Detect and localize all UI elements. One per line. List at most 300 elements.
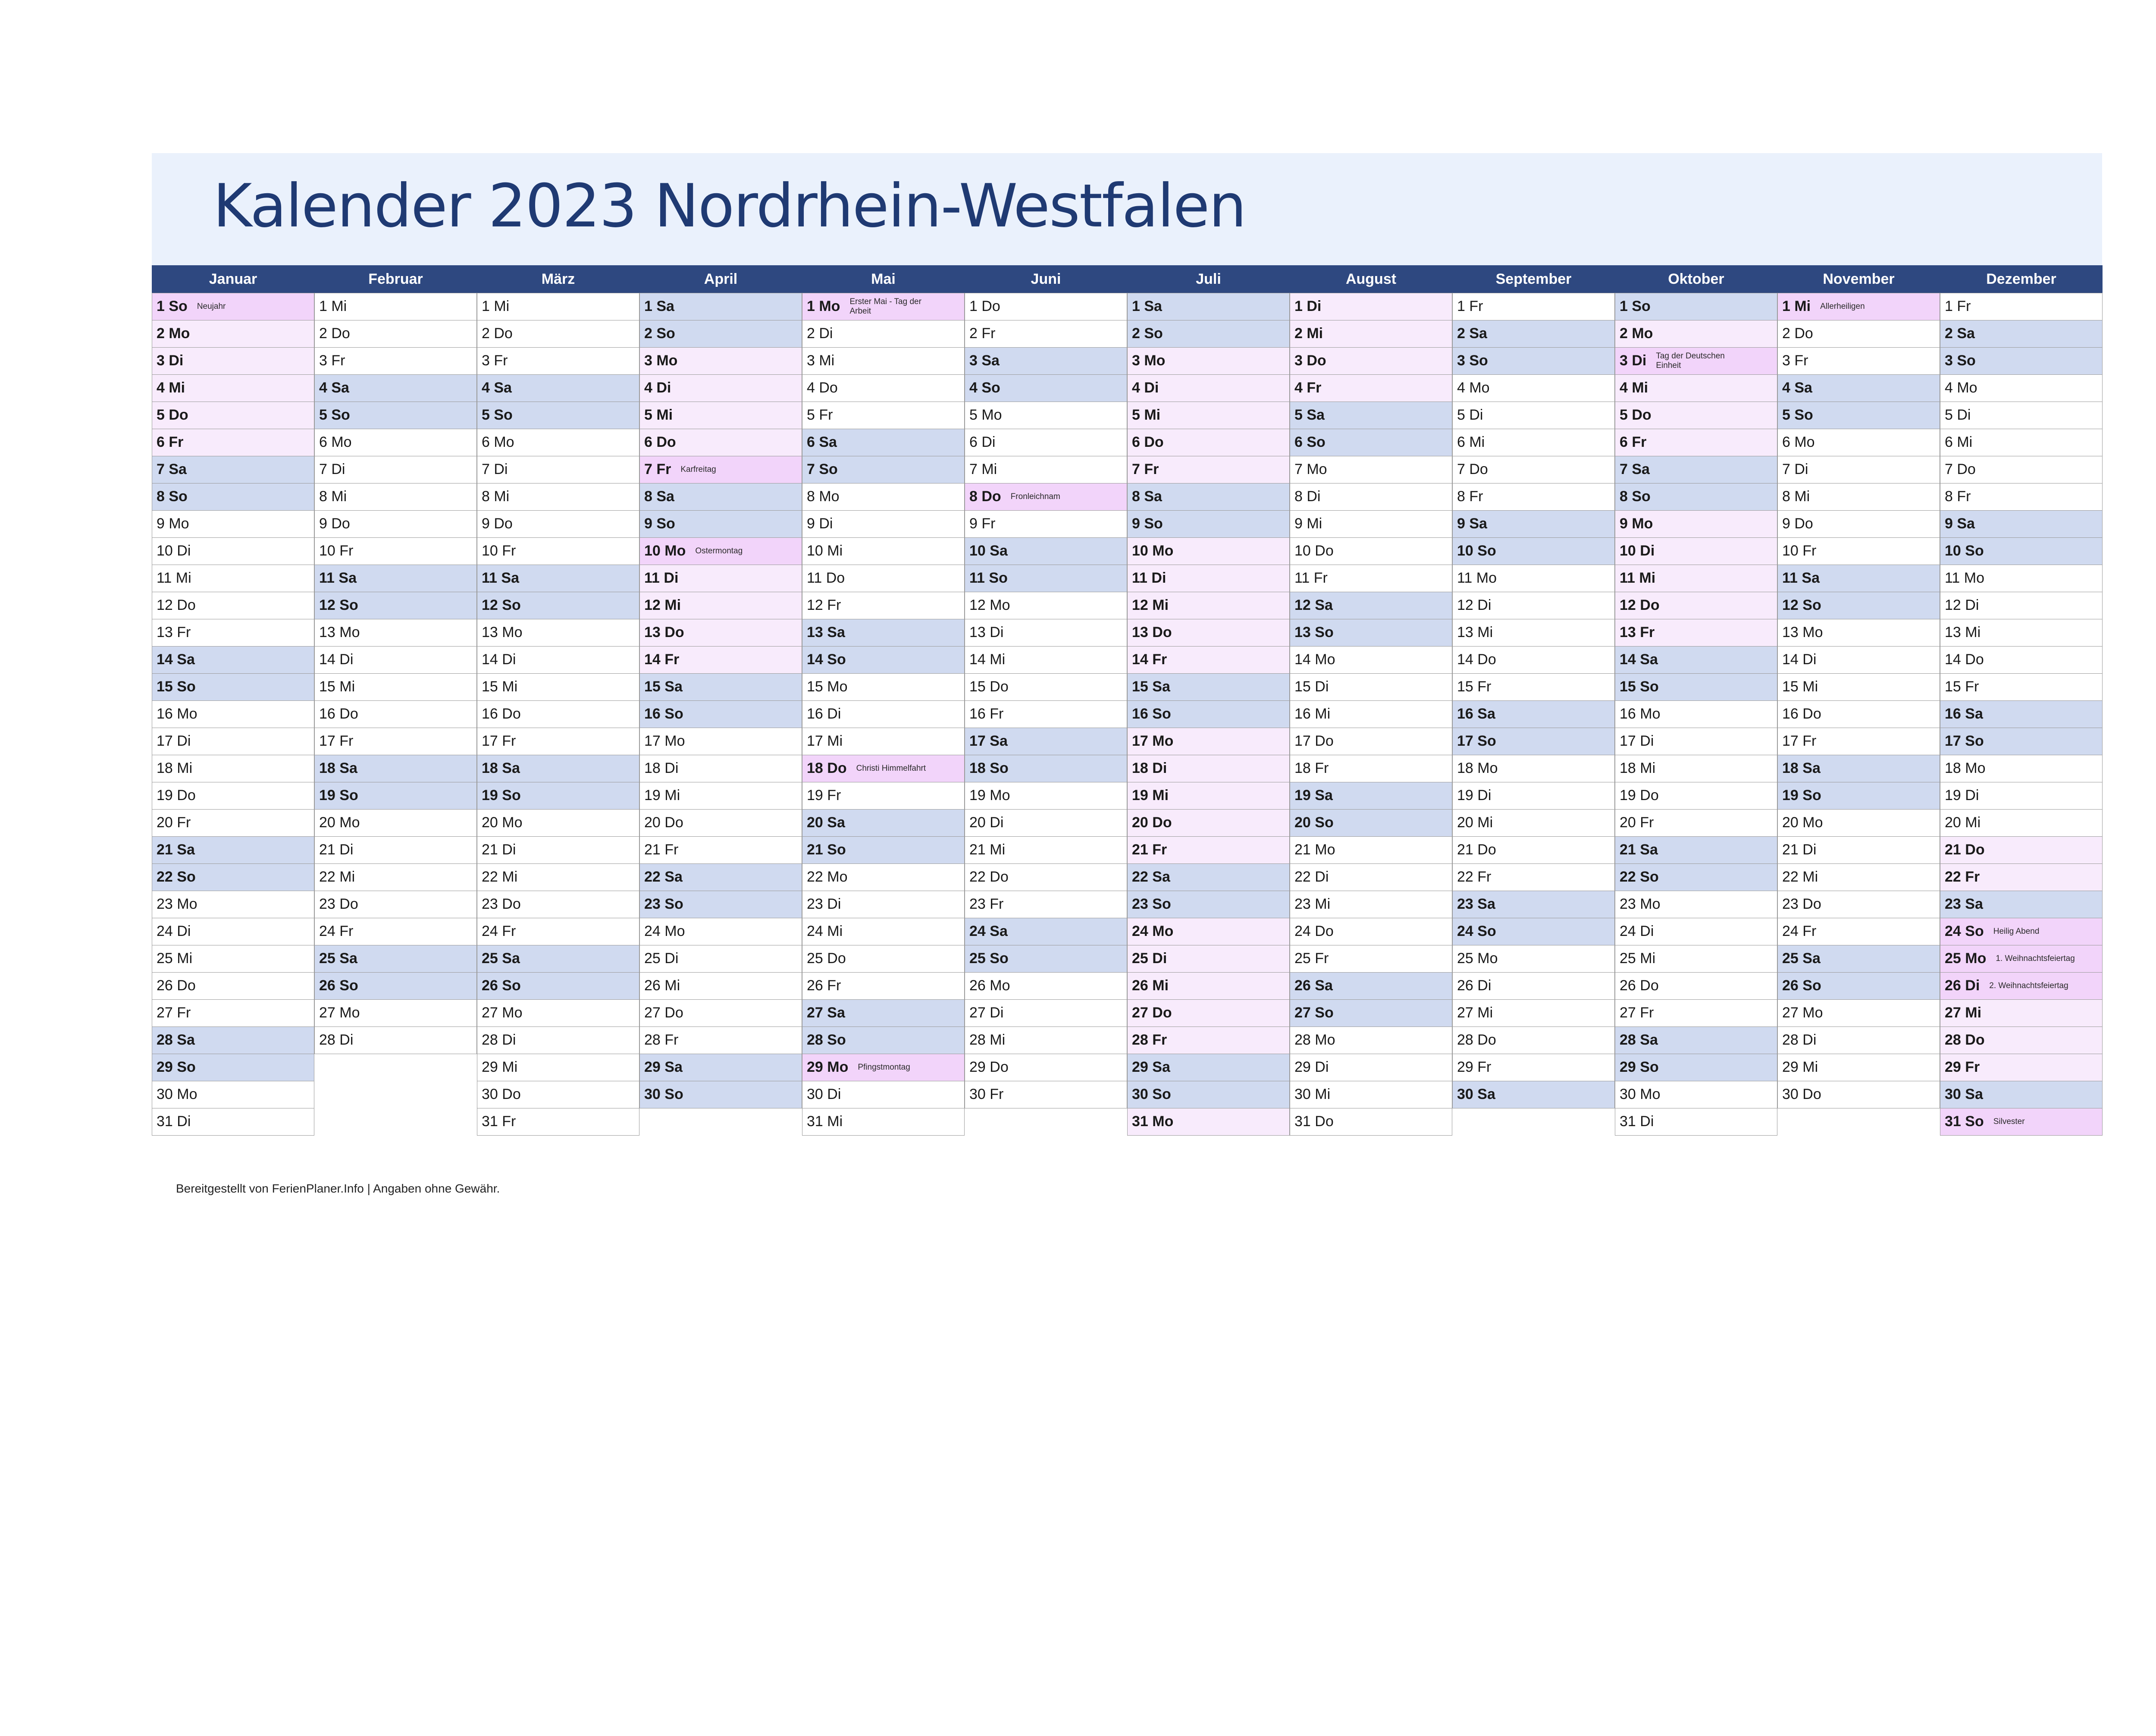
day-cell — [1615, 537, 1777, 565]
day-label: 30 Sa — [1945, 1086, 1983, 1103]
month-header: Februar — [314, 265, 477, 293]
day-label: 7 Di — [482, 461, 508, 478]
day-label: 6 Fr — [1620, 434, 1647, 451]
day-label: 31 Di — [157, 1113, 191, 1130]
day-label: 3 Mo — [644, 352, 678, 369]
day-cell — [1127, 619, 1290, 647]
day-cell — [1615, 592, 1777, 620]
month-header: Juli — [1127, 265, 1290, 293]
day-cell — [314, 728, 477, 756]
day-label: 19 Mi — [1132, 787, 1169, 804]
day-cell — [1615, 945, 1777, 973]
day-cell — [1940, 347, 2103, 375]
holiday-label: Neujahr — [197, 301, 226, 311]
day-label: 23 Sa — [1945, 896, 1983, 913]
day-label: 13 So — [1294, 624, 1334, 641]
month-column — [1940, 265, 2103, 1136]
day-label: 2 Di — [807, 325, 833, 342]
day-cell — [1290, 755, 1452, 783]
day-label: 28 Di — [1782, 1032, 1817, 1049]
day-cell — [477, 483, 639, 511]
day-label: 9 Mo — [1620, 515, 1653, 532]
day-label: 6 Mo — [319, 434, 352, 451]
day-label: 26 Do — [1620, 977, 1659, 994]
day-cell — [1290, 918, 1452, 946]
day-cell — [1615, 836, 1777, 864]
day-label: 27 Di — [969, 1005, 1004, 1021]
day-label: 19 Do — [157, 787, 196, 804]
day-cell — [1777, 809, 1940, 837]
day-cell — [1777, 510, 1940, 538]
day-cell — [477, 918, 639, 946]
day-label: 4 So — [969, 380, 1000, 396]
day-label: 11 Mo — [1457, 570, 1497, 587]
day-cell — [1940, 673, 2103, 701]
day-cell — [1940, 619, 2103, 647]
day-cell — [1290, 402, 1452, 430]
holiday-label: 1. Weihnachtsfeiertag — [1996, 954, 2075, 963]
day-label: 5 So — [319, 407, 350, 424]
day-cell — [477, 945, 639, 973]
day-label: 4 Sa — [1782, 380, 1812, 396]
day-label: 25 Mi — [157, 950, 193, 967]
day-label: 18 So — [969, 760, 1009, 777]
day-cell — [152, 891, 314, 919]
day-label: 4 Fr — [1294, 380, 1322, 396]
day-cell — [477, 347, 639, 375]
month-header: November — [1777, 265, 1940, 293]
month-header: April — [639, 265, 802, 293]
day-cell — [1290, 700, 1452, 728]
day-cell — [802, 809, 965, 837]
day-cell — [1615, 891, 1777, 919]
day-label: 19 Di — [1457, 787, 1492, 804]
day-label: 30 Do — [1782, 1086, 1821, 1103]
day-label: 11 Fr — [1294, 570, 1328, 587]
day-cell — [1290, 891, 1452, 919]
day-label: 30 Mo — [1620, 1086, 1661, 1103]
day-cell — [1777, 782, 1940, 810]
day-cell — [802, 1027, 965, 1055]
day-cell — [1615, 402, 1777, 430]
day-label: 30 Do — [482, 1086, 521, 1103]
day-label: 19 Do — [1620, 787, 1659, 804]
day-cell — [639, 836, 802, 864]
day-cell — [639, 510, 802, 538]
day-cell — [1615, 646, 1777, 674]
day-label: 16 Mi — [1294, 706, 1331, 722]
day-cell — [1452, 402, 1615, 430]
day-cell — [1452, 646, 1615, 674]
day-label: 17 Sa — [969, 733, 1008, 750]
day-label: 24 Do — [1294, 923, 1334, 940]
day-label: 5 Di — [1945, 407, 1971, 424]
day-cell — [1290, 374, 1452, 402]
day-cell — [152, 782, 314, 810]
day-label: 13 Mo — [319, 624, 360, 641]
day-label: 18 Mi — [1620, 760, 1656, 777]
day-label: 29 Do — [969, 1059, 1009, 1076]
day-cell — [1615, 755, 1777, 783]
day-label: 14 Mi — [969, 651, 1006, 668]
day-label: 14 Fr — [644, 651, 680, 668]
day-label: 1 Mi — [1782, 298, 1811, 315]
day-cell — [802, 972, 965, 1000]
day-cell — [1290, 619, 1452, 647]
day-cell — [152, 402, 314, 430]
day-cell — [802, 320, 965, 348]
day-label: 16 Sa — [1945, 706, 1983, 722]
day-label: 10 So — [1945, 543, 1984, 559]
holiday-label: Erster Mai - Tag der Arbeit — [849, 297, 921, 316]
day-cell — [1290, 592, 1452, 620]
day-label: 3 So — [1945, 352, 1976, 369]
day-label: 2 So — [1132, 325, 1163, 342]
day-label: 8 Mo — [807, 488, 840, 505]
day-cell — [965, 918, 1127, 946]
day-label: 28 Do — [1945, 1032, 1985, 1049]
day-cell — [1615, 782, 1777, 810]
day-cell — [314, 782, 477, 810]
day-label: 8 Mi — [482, 488, 510, 505]
day-label: 4 Mi — [1620, 380, 1648, 396]
day-label: 18 Mo — [1457, 760, 1498, 777]
day-label: 28 Sa — [157, 1032, 195, 1049]
day-label: 8 Sa — [1132, 488, 1162, 505]
day-cell — [477, 673, 639, 701]
day-cell — [1452, 320, 1615, 348]
day-cell — [314, 374, 477, 402]
day-cell — [1940, 945, 2103, 973]
day-cell — [1452, 429, 1615, 457]
day-label: 22 Mi — [1782, 869, 1818, 885]
day-cell — [965, 1027, 1127, 1055]
day-cell — [802, 347, 965, 375]
day-label: 2 Do — [482, 325, 513, 342]
day-label: 30 Mo — [157, 1086, 197, 1103]
day-label: 15 Fr — [1945, 678, 1979, 695]
day-label: 26 Do — [157, 977, 196, 994]
day-cell — [965, 728, 1127, 756]
day-cell — [1615, 673, 1777, 701]
day-cell — [1127, 1054, 1290, 1082]
day-label: 4 Do — [807, 380, 838, 396]
day-label: 16 Sa — [1457, 706, 1495, 722]
day-cell — [477, 863, 639, 892]
day-label: 11 Di — [644, 570, 679, 587]
day-cell — [1290, 1081, 1452, 1109]
day-label: 2 Sa — [1945, 325, 1975, 342]
day-cell — [1777, 1054, 1940, 1082]
day-label: 9 Do — [482, 515, 513, 532]
day-cell — [1290, 429, 1452, 457]
day-label: 17 Do — [1294, 733, 1334, 750]
day-cell — [639, 918, 802, 946]
day-label: 26 Di — [1945, 977, 1980, 994]
month-column — [1452, 265, 1615, 1136]
day-cell — [802, 510, 965, 538]
day-label: 22 Sa — [1132, 869, 1170, 885]
day-label: 4 Sa — [482, 380, 512, 396]
day-cell — [1127, 836, 1290, 864]
day-label: 8 Fr — [1945, 488, 1971, 505]
day-label: 19 So — [319, 787, 358, 804]
day-cell — [314, 836, 477, 864]
day-label: 8 Mi — [1782, 488, 1810, 505]
day-cell — [477, 592, 639, 620]
day-cell — [152, 619, 314, 647]
day-cell — [1777, 402, 1940, 430]
day-cell — [1615, 1081, 1777, 1109]
day-cell — [1452, 755, 1615, 783]
day-label: 7 Di — [1782, 461, 1808, 478]
day-label: 30 So — [1132, 1086, 1171, 1103]
day-label: 29 Fr — [1945, 1059, 1980, 1076]
day-cell — [1777, 999, 1940, 1027]
day-cell — [1452, 891, 1615, 919]
day-cell — [477, 456, 639, 484]
day-cell — [1127, 347, 1290, 375]
day-label: 1 So — [157, 298, 188, 315]
day-cell — [965, 429, 1127, 457]
day-label: 13 Mi — [1945, 624, 1981, 641]
day-cell — [477, 809, 639, 837]
day-cell — [965, 483, 1127, 511]
day-label: 14 Sa — [157, 651, 195, 668]
day-label: 2 Mo — [157, 325, 190, 342]
day-label: 25 Di — [644, 950, 679, 967]
day-label: 17 Fr — [319, 733, 354, 750]
day-cell — [1777, 537, 1940, 565]
day-label: 3 Mo — [1132, 352, 1166, 369]
day-cell — [1127, 945, 1290, 973]
day-cell — [1777, 891, 1940, 919]
day-cell — [965, 537, 1127, 565]
day-label: 21 Fr — [644, 841, 679, 858]
day-label: 23 So — [644, 896, 683, 913]
day-cell — [965, 945, 1127, 973]
day-label: 29 Mo — [807, 1059, 849, 1076]
day-cell — [965, 320, 1127, 348]
month-column — [152, 265, 314, 1136]
day-label: 27 Mo — [319, 1005, 360, 1021]
day-label: 22 Mo — [807, 869, 848, 885]
month-header: März — [477, 265, 639, 293]
day-cell — [1290, 972, 1452, 1000]
day-cell — [477, 728, 639, 756]
day-cell — [1290, 836, 1452, 864]
day-cell — [152, 565, 314, 593]
day-label: 26 Mi — [1132, 977, 1169, 994]
day-cell — [152, 429, 314, 457]
day-label: 24 Mi — [807, 923, 843, 940]
day-label: 29 Mi — [1782, 1059, 1818, 1076]
day-cell — [1615, 918, 1777, 946]
day-label: 15 Sa — [1132, 678, 1170, 695]
day-cell — [1940, 755, 2103, 783]
day-label: 31 Di — [1620, 1113, 1654, 1130]
day-cell — [1777, 863, 1940, 892]
day-label: 25 Do — [807, 950, 846, 967]
day-cell — [152, 374, 314, 402]
day-cell — [802, 293, 965, 321]
day-cell — [314, 293, 477, 321]
day-label: 9 Mi — [1294, 515, 1322, 532]
day-cell — [1777, 700, 1940, 728]
day-cell — [802, 945, 965, 973]
day-label: 21 Fr — [1132, 841, 1167, 858]
day-label: 6 Mo — [1782, 434, 1815, 451]
day-cell — [152, 456, 314, 484]
day-cell — [1127, 565, 1290, 593]
day-label: 6 Do — [644, 434, 676, 451]
day-label: 1 Fr — [1945, 298, 1971, 315]
day-cell — [1452, 565, 1615, 593]
day-cell — [152, 728, 314, 756]
holiday-label: Ostermontag — [695, 546, 743, 556]
day-cell — [1290, 646, 1452, 674]
day-cell — [477, 999, 639, 1027]
day-label: 15 Mo — [807, 678, 848, 695]
day-label: 5 So — [1782, 407, 1813, 424]
day-cell — [1127, 293, 1290, 321]
day-cell — [314, 700, 477, 728]
day-cell — [1940, 809, 2103, 837]
day-label: 10 Mi — [807, 543, 843, 559]
day-cell — [1940, 293, 2103, 321]
day-cell — [1452, 836, 1615, 864]
day-label: 23 Sa — [1457, 896, 1495, 913]
day-label: 30 So — [644, 1086, 683, 1103]
day-label: 4 Mi — [157, 380, 185, 396]
day-label: 3 Sa — [969, 352, 1000, 369]
day-cell — [152, 1027, 314, 1055]
day-cell — [1777, 755, 1940, 783]
day-label: 11 Mo — [1945, 570, 1984, 587]
day-label: 11 Mi — [157, 570, 191, 587]
day-cell — [639, 1027, 802, 1055]
day-label: 6 Mi — [1457, 434, 1485, 451]
day-label: 18 Fr — [1294, 760, 1329, 777]
day-label: 29 Mi — [482, 1059, 518, 1076]
day-label: 5 Di — [1457, 407, 1483, 424]
month-column — [314, 265, 477, 1136]
day-label: 13 Do — [644, 624, 684, 641]
day-label: 10 Fr — [482, 543, 516, 559]
day-cell — [1615, 374, 1777, 402]
day-label: 5 Mi — [644, 407, 673, 424]
day-cell — [1940, 565, 2103, 593]
day-label: 22 Sa — [644, 869, 683, 885]
month-header: August — [1290, 265, 1452, 293]
day-cell — [1290, 782, 1452, 810]
holiday-label: Allerheiligen — [1820, 301, 1865, 311]
day-label: 22 Do — [969, 869, 1009, 885]
day-cell — [152, 836, 314, 864]
day-label: 19 So — [482, 787, 521, 804]
day-label: 6 Sa — [807, 434, 837, 451]
day-cell — [965, 402, 1127, 430]
day-label: 10 Mo — [1132, 543, 1174, 559]
day-label: 19 Fr — [807, 787, 841, 804]
day-cell — [477, 374, 639, 402]
day-label: 22 Fr — [1457, 869, 1492, 885]
day-cell — [1452, 728, 1615, 756]
month-header: September — [1452, 265, 1615, 293]
day-label: 31 Mi — [807, 1113, 843, 1130]
day-cell — [1615, 1027, 1777, 1055]
day-cell — [1127, 510, 1290, 538]
day-label: 20 So — [1294, 814, 1334, 831]
day-cell — [802, 1081, 965, 1109]
day-cell — [1452, 700, 1615, 728]
day-label: 4 Di — [644, 380, 671, 396]
day-cell — [1290, 728, 1452, 756]
day-cell — [965, 863, 1127, 892]
day-label: 28 Mi — [969, 1032, 1006, 1049]
day-cell — [477, 402, 639, 430]
day-label: 7 So — [807, 461, 838, 478]
day-cell — [1777, 592, 1940, 620]
day-cell — [152, 809, 314, 837]
day-label: 6 Di — [969, 434, 996, 451]
day-cell — [314, 483, 477, 511]
day-label: 26 Fr — [807, 977, 841, 994]
day-label: 11 Di — [1132, 570, 1166, 587]
day-cell — [1940, 456, 2103, 484]
day-cell — [152, 999, 314, 1027]
day-label: 15 So — [157, 678, 196, 695]
day-cell — [1940, 700, 2103, 728]
day-label: 14 Sa — [1620, 651, 1658, 668]
day-cell — [152, 863, 314, 892]
day-cell — [314, 673, 477, 701]
day-label: 9 Do — [319, 515, 350, 532]
day-cell — [639, 537, 802, 565]
day-label: 26 So — [1782, 977, 1821, 994]
day-cell — [1452, 293, 1615, 321]
day-cell — [1940, 646, 2103, 674]
day-cell — [1452, 1027, 1615, 1055]
day-label: 2 Do — [319, 325, 350, 342]
day-cell — [639, 863, 802, 892]
day-cell — [639, 592, 802, 620]
day-cell — [1452, 673, 1615, 701]
day-cell — [477, 320, 639, 348]
day-cell — [1452, 537, 1615, 565]
day-cell — [802, 782, 965, 810]
day-cell — [152, 945, 314, 973]
day-cell — [802, 592, 965, 620]
day-cell — [314, 565, 477, 593]
day-cell — [1940, 1108, 2103, 1136]
day-cell — [1615, 809, 1777, 837]
day-cell — [1940, 402, 2103, 430]
day-label: 28 Fr — [1132, 1032, 1167, 1049]
day-label: 18 Di — [1132, 760, 1167, 777]
day-label: 7 Mo — [1294, 461, 1327, 478]
day-cell — [1777, 456, 1940, 484]
day-cell — [639, 646, 802, 674]
day-label: 2 Mi — [1294, 325, 1323, 342]
day-cell — [1777, 320, 1940, 348]
day-label: 22 Di — [1294, 869, 1329, 885]
day-label: 27 Mi — [1945, 1005, 1982, 1021]
day-cell — [152, 592, 314, 620]
day-cell — [1777, 619, 1940, 647]
day-cell — [477, 700, 639, 728]
day-label: 14 Di — [482, 651, 516, 668]
